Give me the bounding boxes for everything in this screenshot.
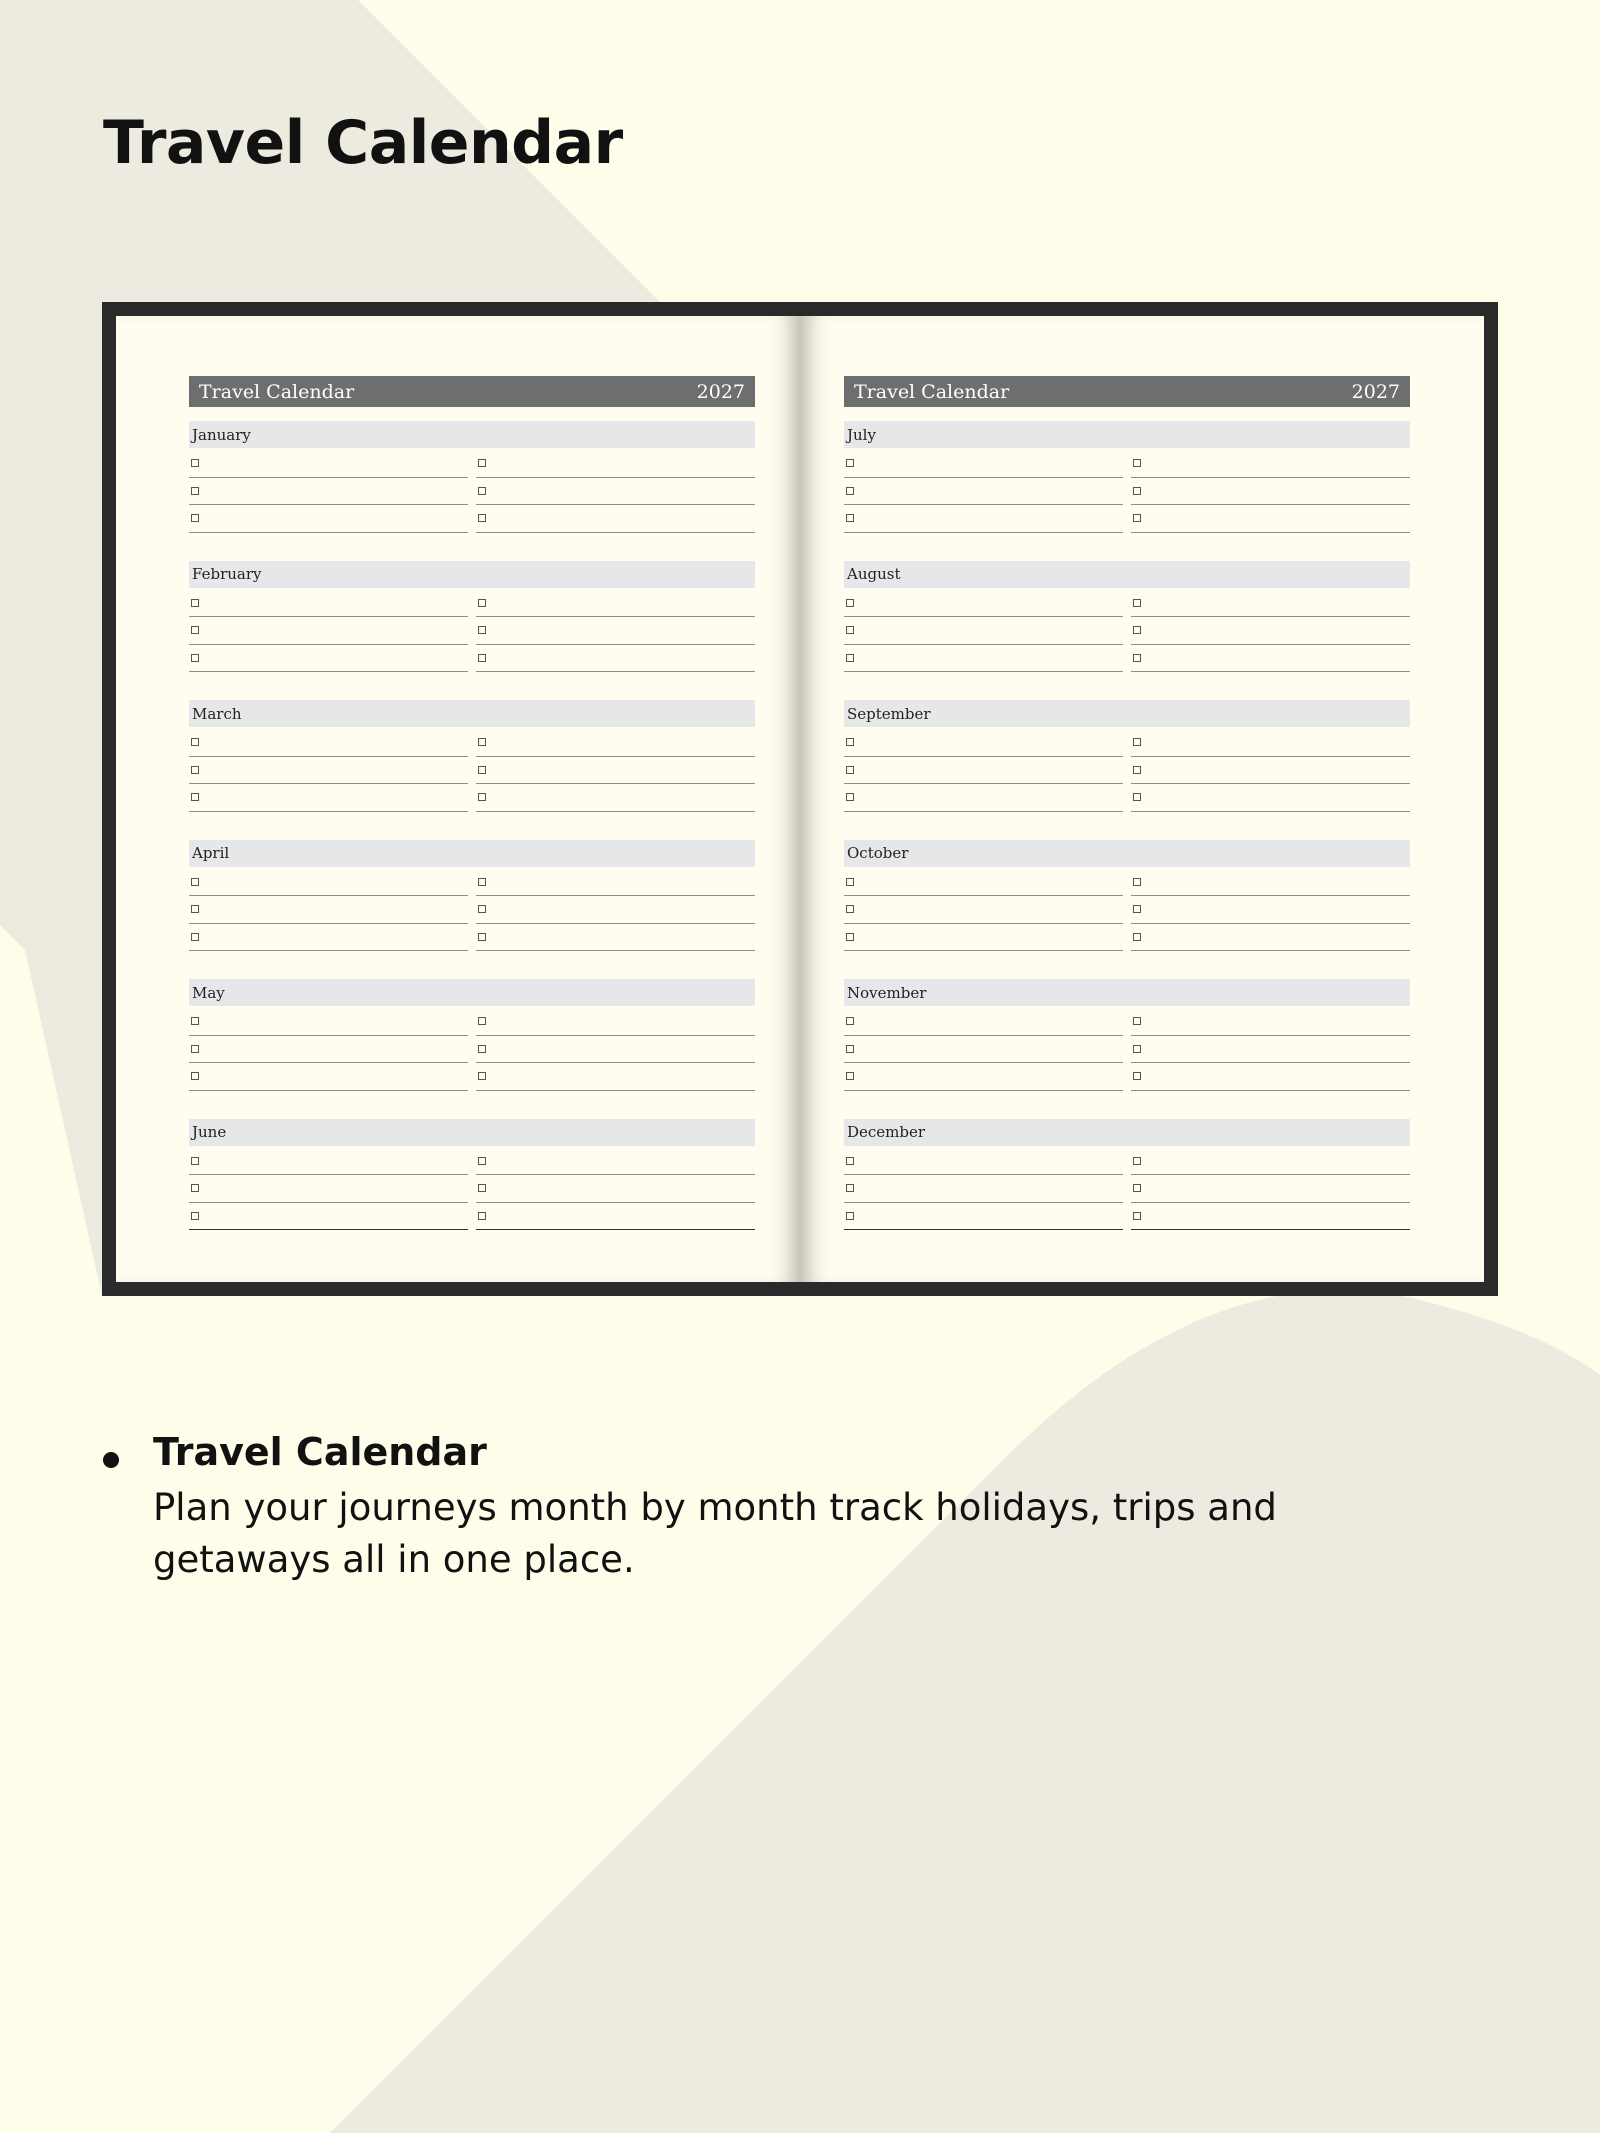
calendar-header-bar [189, 376, 755, 407]
entry-line[interactable] [844, 617, 1123, 645]
entry-line[interactable] [1131, 645, 1410, 673]
checkbox-icon[interactable] [1133, 514, 1141, 522]
checkbox-icon[interactable] [846, 514, 854, 522]
checkbox-icon[interactable] [478, 1017, 486, 1025]
month-block [189, 840, 755, 952]
checkbox-icon[interactable] [191, 766, 199, 774]
open-planner-book [102, 302, 1498, 1296]
month-name: December [844, 1119, 1410, 1146]
entry-line[interactable] [844, 450, 1123, 478]
checkbox-icon[interactable] [478, 1157, 486, 1165]
entry-line[interactable] [476, 1148, 755, 1176]
month-entry-grid [844, 590, 1410, 673]
checkbox-icon[interactable] [1133, 1212, 1141, 1220]
month-block [844, 700, 1410, 812]
checkbox-icon[interactable] [1133, 878, 1141, 886]
entry-line[interactable] [1131, 617, 1410, 645]
entry-line[interactable] [1131, 590, 1410, 618]
month-name: August [844, 561, 1410, 588]
entry-column [189, 1008, 468, 1091]
month-entry-grid [844, 1148, 1410, 1231]
checkbox-icon[interactable] [846, 766, 854, 774]
entry-line[interactable] [1131, 869, 1410, 897]
entry-column [476, 1148, 755, 1231]
checkbox-icon[interactable] [846, 459, 854, 467]
entry-line[interactable] [1131, 1203, 1410, 1231]
checkbox-icon[interactable] [191, 738, 199, 746]
month-entry-grid [844, 1008, 1410, 1091]
checkbox-icon[interactable] [478, 1045, 486, 1053]
checkbox-icon[interactable] [1133, 599, 1141, 607]
entry-line[interactable] [844, 1148, 1123, 1176]
checkbox-icon[interactable] [846, 1212, 854, 1220]
entry-column [844, 1148, 1123, 1231]
entry-line[interactable] [476, 478, 755, 506]
entry-line[interactable] [476, 590, 755, 618]
entry-line[interactable] [189, 1148, 468, 1176]
checkbox-icon[interactable] [478, 878, 486, 886]
entry-line[interactable] [189, 617, 468, 645]
entry-column [476, 1008, 755, 1091]
checkbox-icon[interactable] [846, 1184, 854, 1192]
checkbox-icon[interactable] [191, 1017, 199, 1025]
checkbox-icon[interactable] [478, 514, 486, 522]
checkbox-icon[interactable] [846, 1157, 854, 1165]
calendar-header-title: Travel Calendar [199, 380, 355, 403]
entry-line[interactable] [844, 1008, 1123, 1036]
entry-line[interactable] [844, 1036, 1123, 1064]
checkbox-icon[interactable] [1133, 626, 1141, 634]
entry-column [1131, 1148, 1410, 1231]
checkbox-icon[interactable] [478, 487, 486, 495]
entry-line[interactable] [476, 617, 755, 645]
entry-line[interactable] [844, 645, 1123, 673]
month-name: July [844, 421, 1410, 448]
entry-line[interactable] [1131, 784, 1410, 812]
month-name: November [844, 979, 1410, 1006]
entry-line[interactable] [1131, 729, 1410, 757]
entry-line[interactable] [476, 1175, 755, 1203]
checkbox-icon[interactable] [191, 459, 199, 467]
entry-line[interactable] [476, 1203, 755, 1231]
page-title: Travel Calendar [103, 108, 623, 178]
checkbox-icon[interactable] [478, 933, 486, 941]
calendar-header-title: Travel Calendar [854, 380, 1010, 403]
entry-column [1131, 590, 1410, 673]
checkbox-icon[interactable] [1133, 738, 1141, 746]
entry-line[interactable] [844, 1203, 1123, 1231]
entry-line[interactable] [189, 924, 468, 952]
entry-line[interactable] [476, 896, 755, 924]
entry-line[interactable] [1131, 896, 1410, 924]
month-name: October [844, 840, 1410, 867]
entry-line[interactable] [189, 645, 468, 673]
left-calendar-sheet [189, 376, 755, 1230]
month-block [189, 979, 755, 1091]
entry-line[interactable] [189, 505, 468, 533]
entry-column [844, 729, 1123, 812]
entry-line[interactable] [189, 869, 468, 897]
month-block [189, 1119, 755, 1231]
entry-line[interactable] [476, 757, 755, 785]
month-entry-grid [189, 590, 755, 673]
entry-line[interactable] [1131, 505, 1410, 533]
month-block [189, 421, 755, 533]
checkbox-icon[interactable] [1133, 1045, 1141, 1053]
entry-line[interactable] [844, 896, 1123, 924]
month-entry-grid [189, 1008, 755, 1091]
entry-line[interactable] [189, 590, 468, 618]
checkbox-icon[interactable] [191, 793, 199, 801]
left-page [116, 316, 800, 1282]
entry-column [189, 590, 468, 673]
entry-line[interactable] [189, 729, 468, 757]
entry-line[interactable] [189, 1008, 468, 1036]
entry-line[interactable] [844, 757, 1123, 785]
checkbox-icon[interactable] [478, 905, 486, 913]
entry-line[interactable] [1131, 1148, 1410, 1176]
feature-description: Plan your journeys month by month track holidays, trips and getaways all in one place. [153, 1486, 1277, 1581]
month-entry-grid [844, 869, 1410, 952]
checkbox-icon[interactable] [1133, 793, 1141, 801]
checkbox-icon[interactable] [191, 487, 199, 495]
entry-line[interactable] [476, 729, 755, 757]
entry-line[interactable] [189, 784, 468, 812]
checkbox-icon[interactable] [191, 878, 199, 886]
checkbox-icon[interactable] [478, 654, 486, 662]
right-calendar-sheet [844, 376, 1410, 1230]
entry-line[interactable] [844, 590, 1123, 618]
entry-column [189, 450, 468, 533]
entry-line[interactable] [189, 1203, 468, 1231]
month-name: June [189, 1119, 755, 1146]
entry-line[interactable] [189, 1063, 468, 1091]
entry-line[interactable] [1131, 1063, 1410, 1091]
entry-line[interactable] [844, 505, 1123, 533]
checkbox-icon[interactable] [846, 487, 854, 495]
entry-line[interactable] [1131, 478, 1410, 506]
checkbox-icon[interactable] [191, 933, 199, 941]
entry-column [844, 869, 1123, 952]
checkbox-icon[interactable] [478, 1212, 486, 1220]
entry-column [1131, 729, 1410, 812]
month-name: May [189, 979, 755, 1006]
checkbox-icon[interactable] [191, 1072, 199, 1080]
month-block [844, 979, 1410, 1091]
checkbox-icon[interactable] [846, 1045, 854, 1053]
checkbox-icon[interactable] [191, 1212, 199, 1220]
checkbox-icon[interactable] [191, 514, 199, 522]
entry-column [1131, 1008, 1410, 1091]
month-name: February [189, 561, 755, 588]
entry-column [844, 1008, 1123, 1091]
entry-line[interactable] [189, 478, 468, 506]
checkbox-icon[interactable] [846, 878, 854, 886]
entry-line[interactable] [1131, 924, 1410, 952]
month-name: April [189, 840, 755, 867]
entry-column [476, 590, 755, 673]
month-block [189, 561, 755, 673]
checkbox-icon[interactable] [846, 1072, 854, 1080]
checkbox-icon[interactable] [191, 654, 199, 662]
entry-column [1131, 869, 1410, 952]
checkbox-icon[interactable] [846, 793, 854, 801]
checkbox-icon[interactable] [846, 626, 854, 634]
checkbox-icon[interactable] [478, 599, 486, 607]
checkbox-icon[interactable] [1133, 487, 1141, 495]
entry-line[interactable] [476, 869, 755, 897]
entry-line[interactable] [1131, 1175, 1410, 1203]
entry-line[interactable] [189, 896, 468, 924]
checkbox-icon[interactable] [191, 1045, 199, 1053]
entry-column [189, 869, 468, 952]
entry-line[interactable] [844, 478, 1123, 506]
right-page [800, 316, 1484, 1282]
entry-column [476, 729, 755, 812]
month-block [189, 700, 755, 812]
checkbox-icon[interactable] [1133, 766, 1141, 774]
feature-title: Travel Calendar [153, 1430, 487, 1474]
entry-line[interactable] [1131, 1008, 1410, 1036]
month-entry-grid [189, 729, 755, 812]
month-block [844, 840, 1410, 952]
entry-line[interactable] [844, 1063, 1123, 1091]
entry-column [189, 1148, 468, 1231]
checkbox-icon[interactable] [1133, 933, 1141, 941]
calendar-header-year: 2027 [1351, 380, 1400, 403]
checkbox-icon[interactable] [191, 626, 199, 634]
checkbox-icon[interactable] [191, 599, 199, 607]
entry-line[interactable] [844, 869, 1123, 897]
checkbox-icon[interactable] [1133, 905, 1141, 913]
checkbox-icon[interactable] [1133, 654, 1141, 662]
entry-line[interactable] [844, 784, 1123, 812]
checkbox-icon[interactable] [846, 1017, 854, 1025]
month-name: March [189, 700, 755, 727]
entry-line[interactable] [189, 1175, 468, 1203]
entry-line[interactable] [476, 924, 755, 952]
entry-column [844, 450, 1123, 533]
checkbox-icon[interactable] [846, 599, 854, 607]
checkbox-icon[interactable] [478, 738, 486, 746]
checkbox-icon[interactable] [478, 626, 486, 634]
checkbox-icon[interactable] [1133, 1072, 1141, 1080]
month-entry-grid [844, 450, 1410, 533]
checkbox-icon[interactable] [1133, 1184, 1141, 1192]
checkbox-icon[interactable] [478, 1184, 486, 1192]
entry-line[interactable] [1131, 1036, 1410, 1064]
entry-line[interactable] [189, 757, 468, 785]
entry-line[interactable] [189, 1036, 468, 1064]
entry-line[interactable] [1131, 757, 1410, 785]
entry-line[interactable] [844, 924, 1123, 952]
month-entry-grid [189, 869, 755, 952]
checkbox-icon[interactable] [846, 654, 854, 662]
checkbox-icon[interactable] [846, 905, 854, 913]
entry-line[interactable] [1131, 450, 1410, 478]
bullet-dot-icon [103, 1452, 119, 1468]
checkbox-icon[interactable] [1133, 1157, 1141, 1165]
month-block [844, 561, 1410, 673]
checkbox-icon[interactable] [191, 1184, 199, 1192]
entry-line[interactable] [476, 784, 755, 812]
month-block [844, 421, 1410, 533]
entry-column [189, 729, 468, 812]
entry-line[interactable] [476, 1063, 755, 1091]
entry-column [1131, 450, 1410, 533]
checkbox-icon[interactable] [191, 905, 199, 913]
entry-column [844, 590, 1123, 673]
month-name: January [189, 421, 755, 448]
checkbox-icon[interactable] [478, 793, 486, 801]
checkbox-icon[interactable] [478, 1072, 486, 1080]
month-entry-grid [189, 1148, 755, 1231]
entry-line[interactable] [844, 1175, 1123, 1203]
entry-line[interactable] [476, 505, 755, 533]
month-name: September [844, 700, 1410, 727]
checkbox-icon[interactable] [1133, 1017, 1141, 1025]
entry-column [476, 450, 755, 533]
entry-line[interactable] [844, 729, 1123, 757]
month-entry-grid [189, 450, 755, 533]
checkbox-icon[interactable] [846, 933, 854, 941]
checkbox-icon[interactable] [846, 738, 854, 746]
month-entry-grid [844, 729, 1410, 812]
calendar-header-year: 2027 [696, 380, 745, 403]
month-block [844, 1119, 1410, 1231]
entry-column [476, 869, 755, 952]
checkbox-icon[interactable] [478, 766, 486, 774]
checkbox-icon[interactable] [191, 1157, 199, 1165]
checkbox-icon[interactable] [1133, 459, 1141, 467]
entry-line[interactable] [476, 1008, 755, 1036]
entry-line[interactable] [476, 645, 755, 673]
background-wave-shape [330, 1290, 1600, 2133]
entry-line[interactable] [476, 1036, 755, 1064]
checkbox-icon[interactable] [478, 459, 486, 467]
calendar-header-bar [844, 376, 1410, 407]
entry-line[interactable] [189, 450, 468, 478]
entry-line[interactable] [476, 450, 755, 478]
